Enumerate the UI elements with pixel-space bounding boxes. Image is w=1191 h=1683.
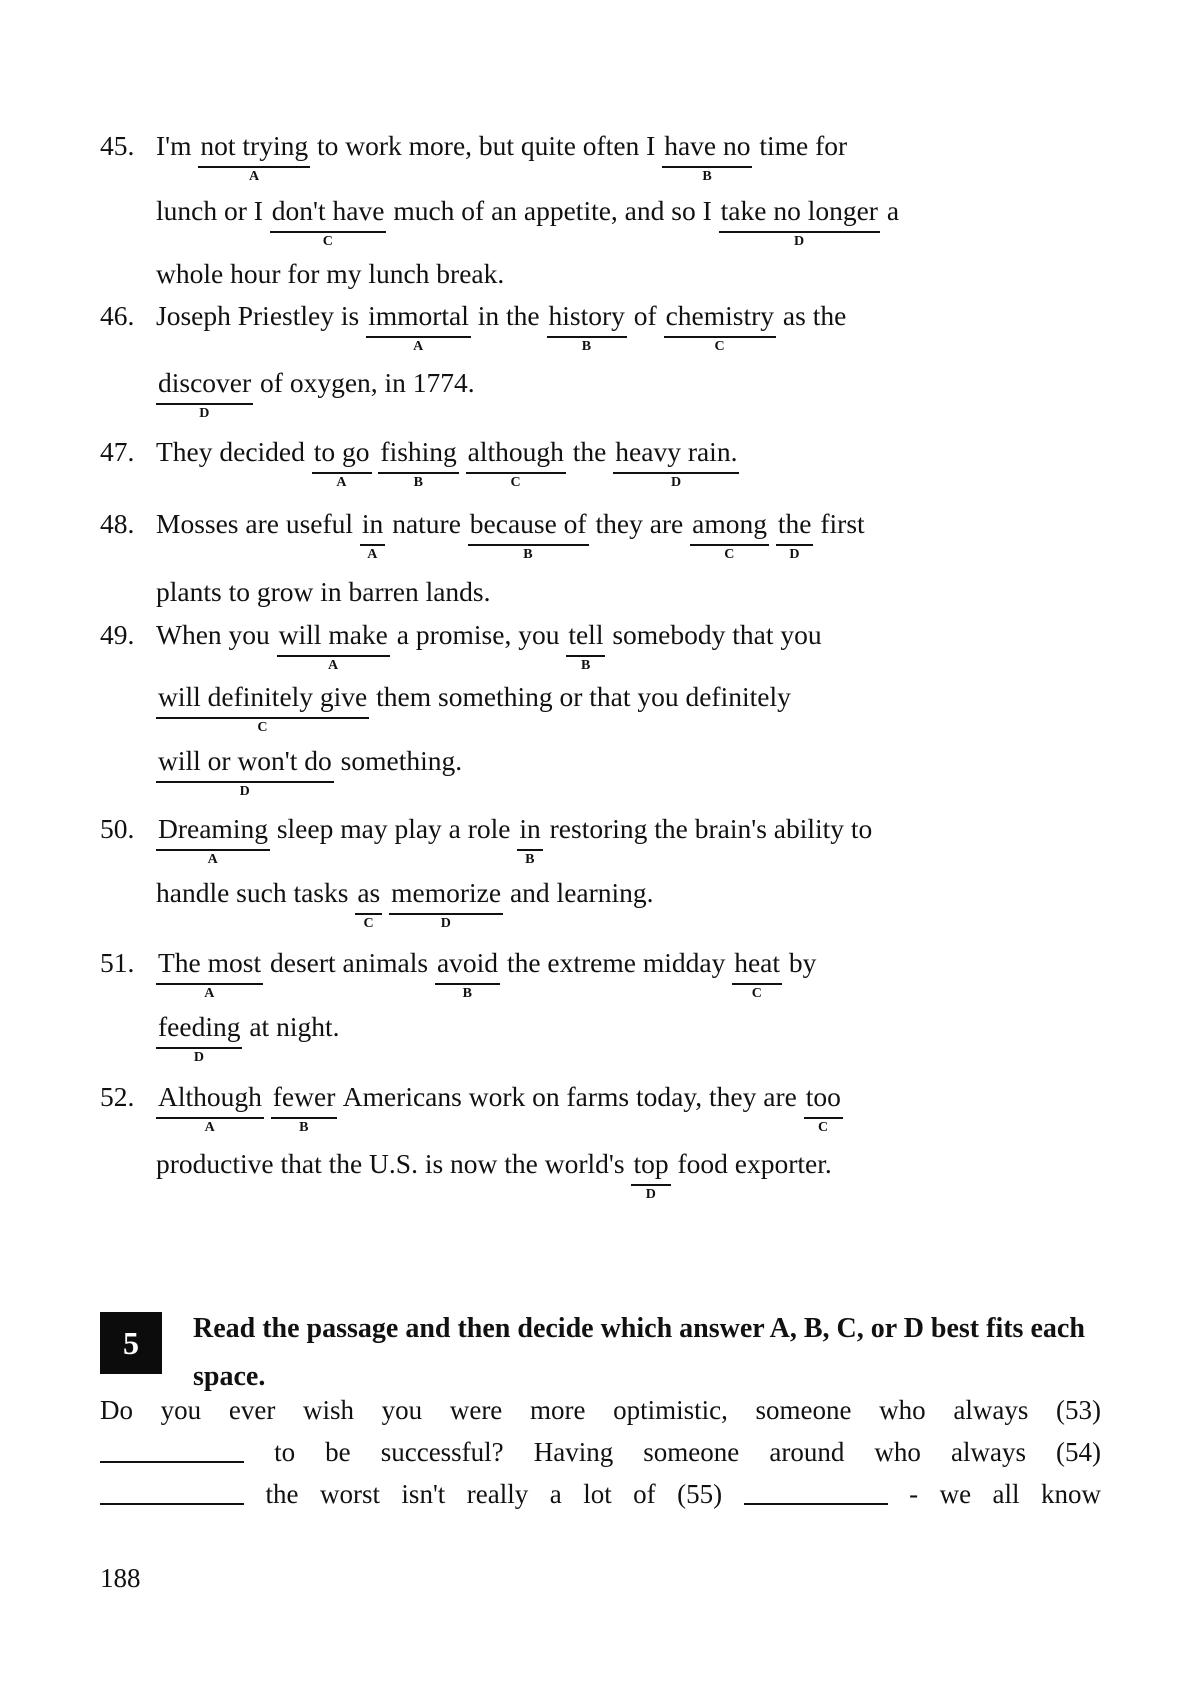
option-text: have no: [664, 130, 751, 161]
question-text: I'm: [156, 130, 199, 161]
option-text: too: [805, 1081, 841, 1112]
section-number: 5: [123, 1324, 139, 1361]
answer-blank-53: [100, 1461, 244, 1463]
question-text: [264, 1081, 271, 1112]
question-text: of: [626, 300, 664, 331]
question-line: [156, 619, 822, 673]
underlined-option-d: [156, 367, 253, 421]
passage-text: - we all know: [909, 1479, 1102, 1509]
underlined-option-a: [156, 813, 270, 867]
question-line: [156, 1148, 832, 1202]
underlined-option-c: [664, 300, 776, 354]
option-letter: D: [193, 1050, 205, 1065]
question-text: Americans work on farms today, they are: [337, 1081, 804, 1112]
question-text: something.: [333, 745, 463, 776]
option-letter: C: [817, 1120, 829, 1135]
question-text: at night.: [242, 1011, 340, 1042]
option-text: don't have: [271, 195, 385, 226]
option-letter: D: [239, 784, 251, 799]
option-text: will make: [278, 619, 388, 650]
underlined-option-a: [156, 1081, 264, 1135]
underlined-option-c: [466, 436, 566, 490]
question-text: restoring the brain's ability to: [542, 813, 873, 844]
option-letter: A: [336, 475, 347, 490]
question-line: [156, 1011, 340, 1065]
option-letter: C: [257, 720, 268, 735]
question-line: [156, 195, 900, 249]
underlined-option-d: [613, 436, 739, 490]
passage-text: the worst isn't really a lot of (55): [265, 1479, 723, 1509]
option-letter: A: [367, 547, 378, 562]
answer-blank-55: [744, 1503, 888, 1505]
question-line: [156, 578, 491, 606]
question-text: a: [879, 195, 900, 226]
option-text: although: [467, 436, 564, 467]
question-number: 45.: [100, 130, 135, 161]
underlined-option-d: [389, 877, 503, 931]
question-text: [372, 436, 379, 467]
question-line: [156, 681, 791, 735]
question-line: [156, 367, 475, 421]
underlined-option-a: [366, 300, 471, 354]
option-letter: D: [645, 1187, 657, 1202]
option-letter: A: [207, 852, 219, 867]
question-text: [459, 436, 466, 467]
underlined-option-a: [198, 130, 310, 184]
option-letter: B: [462, 986, 473, 1001]
option-letter: C: [751, 986, 763, 1001]
option-letter: B: [702, 169, 713, 184]
underlined-option-c: [690, 508, 769, 562]
question-text: the: [565, 436, 614, 467]
option-letter: C: [724, 547, 735, 562]
question-line: [156, 508, 865, 562]
question-text: in the: [470, 300, 547, 331]
option-text: Dreaming: [158, 813, 268, 844]
question-text: first: [813, 508, 865, 539]
passage-text: Do you ever wish you were more optimistic, someone who always (53): [100, 1395, 1101, 1425]
option-text: to go: [313, 436, 370, 467]
option-text: feeding: [158, 1011, 241, 1042]
passage-line-1: [100, 1395, 1101, 1426]
option-text: The most: [158, 947, 262, 978]
question-text: [382, 877, 389, 908]
underlined-option-c: [732, 947, 782, 1001]
option-letter: B: [581, 339, 592, 354]
underlined-option-d: [719, 195, 880, 249]
question-number: 46.: [100, 300, 135, 331]
underlined-option-b: [566, 619, 605, 673]
option-letter: B: [525, 852, 535, 867]
underlined-option-c: [156, 681, 369, 735]
question-text: whole hour for my lunch break.: [156, 258, 505, 289]
question-number: 51.: [100, 947, 135, 978]
option-text: immortal: [368, 300, 469, 331]
page-number: 188: [100, 1563, 141, 1593]
option-letter: C: [510, 475, 522, 490]
question-text: food exporter.: [670, 1148, 832, 1179]
question-line: [156, 260, 504, 288]
question-text: When you: [156, 619, 277, 650]
underlined-option-c: [270, 195, 387, 249]
question-line: [156, 1081, 843, 1135]
option-letter: A: [204, 1120, 216, 1135]
option-letter: D: [671, 475, 682, 490]
option-letter: B: [299, 1120, 309, 1135]
option-text: top: [633, 1148, 669, 1179]
option-letter: A: [327, 658, 339, 673]
option-letter: D: [440, 916, 452, 931]
question-text: a promise, you: [389, 619, 567, 650]
underlined-option-a: [312, 436, 372, 490]
underlined-option-b: [517, 813, 542, 867]
option-letter: A: [204, 986, 215, 1001]
option-letter: B: [580, 658, 591, 673]
option-text: heat: [734, 947, 781, 978]
question-text: plants to grow in barren lands.: [156, 576, 491, 607]
question-text: They decided: [156, 436, 312, 467]
underlined-option-a: [277, 619, 390, 673]
passage-line-3: [100, 1479, 1101, 1510]
question-text: handle such tasks: [156, 877, 356, 908]
option-text: discover: [158, 367, 252, 398]
underlined-option-b: [271, 1081, 338, 1135]
question-number: 52.: [100, 1081, 135, 1112]
option-letter: B: [413, 475, 424, 490]
passage-text: to be successful? Having someone around who always (54): [274, 1437, 1102, 1467]
option-text: Although: [158, 1081, 262, 1112]
option-letter: A: [413, 339, 424, 354]
option-text: fishing: [380, 436, 457, 467]
underlined-option-b: [378, 436, 458, 490]
underlined-option-b: [547, 300, 627, 354]
question-number: 49.: [100, 619, 135, 650]
underlined-option-a: [156, 947, 263, 1001]
option-letter: A: [248, 169, 260, 184]
underlined-option-d: [631, 1148, 670, 1202]
question-text: lunch or I: [156, 195, 270, 226]
question-number: 47.: [100, 436, 135, 467]
question-text: and learning.: [503, 877, 654, 908]
section-badge: [100, 1312, 162, 1374]
underlined-option-c: [355, 877, 382, 931]
option-letter: C: [322, 234, 334, 249]
underlined-option-d: [156, 1011, 242, 1065]
question-line: [156, 745, 463, 799]
question-text: they are: [588, 508, 691, 539]
question-text: by: [782, 947, 817, 978]
question-text: [769, 508, 776, 539]
question-text: much of an appetite, and so I: [386, 195, 719, 226]
question-line: [156, 947, 817, 1001]
underlined-option-b: [435, 947, 500, 1001]
option-text: as: [357, 877, 381, 908]
underlined-option-b: [662, 130, 752, 184]
question-line: [156, 300, 847, 354]
option-text: tell: [568, 619, 604, 650]
question-line: [156, 813, 873, 867]
option-text: fewer: [272, 1081, 336, 1112]
option-letter: D: [793, 234, 805, 249]
question-text: somebody that you: [605, 619, 822, 650]
passage-line-2: [100, 1437, 1101, 1468]
option-text: avoid: [436, 947, 499, 978]
question-text: desert animals: [263, 947, 435, 978]
option-letter: B: [523, 547, 534, 562]
option-text: will or won't do: [158, 745, 332, 776]
option-letter: C: [363, 916, 375, 931]
question-line: [156, 877, 654, 931]
question-line: [156, 436, 739, 490]
question-text: the extreme midday: [500, 947, 733, 978]
section-instruction: Read the passage and then decide which answer A, B, C, or D best fits each space.: [193, 1313, 1085, 1392]
question-text: of oxygen, in 1774.: [253, 367, 475, 398]
option-text: take no longer: [720, 195, 878, 226]
question-line: [156, 130, 848, 184]
option-text: will definitely give: [158, 681, 368, 712]
option-text: in: [361, 508, 384, 539]
option-text: heavy rain.: [615, 436, 738, 467]
option-letter: D: [199, 406, 210, 421]
question-text: time for: [752, 130, 848, 161]
option-text: in: [519, 813, 541, 844]
option-text: memorize: [391, 877, 502, 908]
question-text: to work more, but quite often I: [310, 130, 663, 161]
underlined-option-a: [360, 508, 385, 562]
underlined-option-d: [776, 508, 814, 562]
option-text: not trying: [200, 130, 309, 161]
question-text: nature: [385, 508, 468, 539]
option-text: history: [548, 300, 625, 331]
underlined-option-d: [156, 745, 334, 799]
question-text: sleep may play a role: [269, 813, 518, 844]
option-letter: D: [789, 547, 800, 562]
question-number: 50.: [100, 813, 135, 844]
answer-blank-54: [100, 1503, 244, 1505]
question-text: productive that the U.S. is now the world's: [156, 1148, 632, 1179]
underlined-option-b: [468, 508, 589, 562]
question-text: Joseph Priestley is: [156, 300, 367, 331]
option-text: chemistry: [665, 300, 775, 331]
option-letter: C: [714, 339, 726, 354]
question-text: Mosses are useful: [156, 508, 360, 539]
question-text: as the: [776, 300, 847, 331]
question-text: them something or that you definitely: [369, 681, 791, 712]
option-text: among: [692, 508, 767, 539]
question-number: 48.: [100, 508, 135, 539]
option-text: because of: [469, 508, 587, 539]
underlined-option-c: [804, 1081, 843, 1135]
option-text: the: [777, 508, 812, 539]
